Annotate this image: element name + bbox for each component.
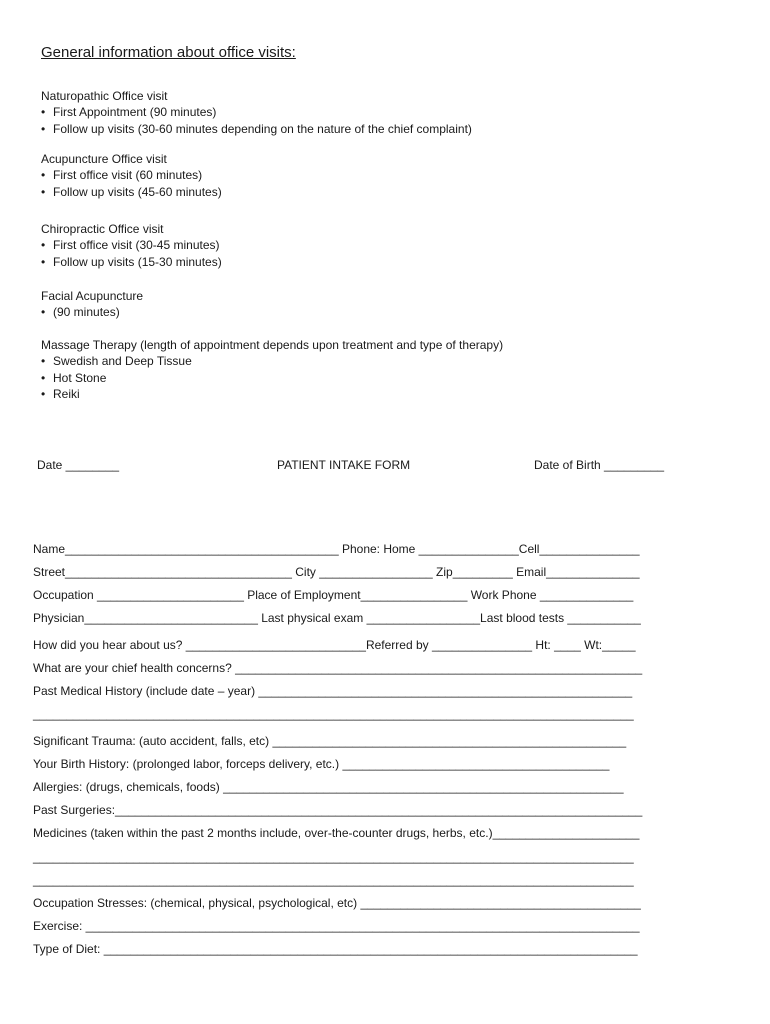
allergies-line[interactable]: Allergies: (drugs, chemicals, foods) ____________________________________________________________ bbox=[33, 780, 624, 794]
referral-line[interactable]: How did you hear about us? ___________________________Referred by _______________ Ht: ____ Wt:_____ bbox=[33, 638, 636, 652]
form-title: PATIENT INTAKE FORM bbox=[277, 458, 411, 472]
exercise-line[interactable]: Exercise: ___________________________________________________________________________________ bbox=[33, 919, 640, 933]
chief-concerns-line[interactable]: What are your chief health concerns? _____________________________________________________________ bbox=[33, 661, 643, 675]
bullet-item: • Hot Stone bbox=[41, 371, 106, 385]
medical-history-line[interactable]: Past Medical History (include date – year) ________________________________________________________ bbox=[33, 684, 633, 698]
bullet-item: • Swedish and Deep Tissue bbox=[41, 354, 192, 368]
medicines-line[interactable]: Medicines (taken within the past 2 months include, over-the-counter drugs, herbs, etc.)______________________ bbox=[33, 826, 640, 840]
name-phone-line[interactable]: Name_________________________________________ Phone: Home _______________Cell_______________ bbox=[33, 542, 640, 556]
occupation-stresses-line[interactable]: Occupation Stresses: (chemical, physical, psychological, etc) __________________________________________ bbox=[33, 896, 641, 910]
bullet-item: • Reiki bbox=[41, 387, 80, 401]
physician-line[interactable]: Physician__________________________ Last physical exam _________________Last blood tests ___________ bbox=[33, 611, 641, 625]
bullet-item: • Follow up visits (45-60 minutes) bbox=[41, 185, 222, 199]
diet-line[interactable]: Type of Diet: ________________________________________________________________________________ bbox=[33, 942, 638, 956]
section-title-acupuncture: Acupuncture Office visit bbox=[41, 152, 167, 166]
blank-line[interactable]: __________________________________________________________________________________________ bbox=[33, 850, 634, 864]
section-title-massage: Massage Therapy (length of appointment depends upon treatment and type of therapy) bbox=[41, 338, 504, 352]
section-title-chiropractic: Chiropractic Office visit bbox=[41, 222, 164, 236]
birth-history-line[interactable]: Your Birth History: (prolonged labor, forceps delivery, etc.) ________________________________________ bbox=[33, 757, 610, 771]
bullet-item: • Follow up visits (30-60 minutes depending on the nature of the chief complaint) bbox=[41, 122, 472, 136]
blank-line[interactable]: __________________________________________________________________________________________ bbox=[33, 707, 634, 721]
address-line[interactable]: Street__________________________________ City _________________ Zip_________ Email______________ bbox=[33, 565, 640, 579]
bullet-item: • First office visit (60 minutes) bbox=[41, 168, 202, 182]
section-title-facial-acupuncture: Facial Acupuncture bbox=[41, 289, 144, 303]
occupation-line[interactable]: Occupation ______________________ Place of Employment________________ Work Phone ______________ bbox=[33, 588, 634, 602]
bullet-item: • (90 minutes) bbox=[41, 305, 120, 319]
info-heading: General information about office visits: bbox=[41, 44, 296, 61]
trauma-line[interactable]: Significant Trauma: (auto accident, falls, etc) _____________________________________________________ bbox=[33, 734, 627, 748]
bullet-item: • First office visit (30-45 minutes) bbox=[41, 238, 220, 252]
section-title-naturopathic: Naturopathic Office visit bbox=[41, 89, 168, 103]
bullet-item: • Follow up visits (15-30 minutes) bbox=[41, 255, 222, 269]
bullet-item: • First Appointment (90 minutes) bbox=[41, 105, 216, 119]
date-field[interactable]: Date ________ bbox=[37, 458, 120, 472]
date-of-birth-field[interactable]: Date of Birth _________ bbox=[534, 458, 665, 472]
past-surgeries-line[interactable]: Past Surgeries:_______________________________________________________________________________ bbox=[33, 803, 643, 817]
blank-line[interactable]: __________________________________________________________________________________________ bbox=[33, 873, 634, 887]
